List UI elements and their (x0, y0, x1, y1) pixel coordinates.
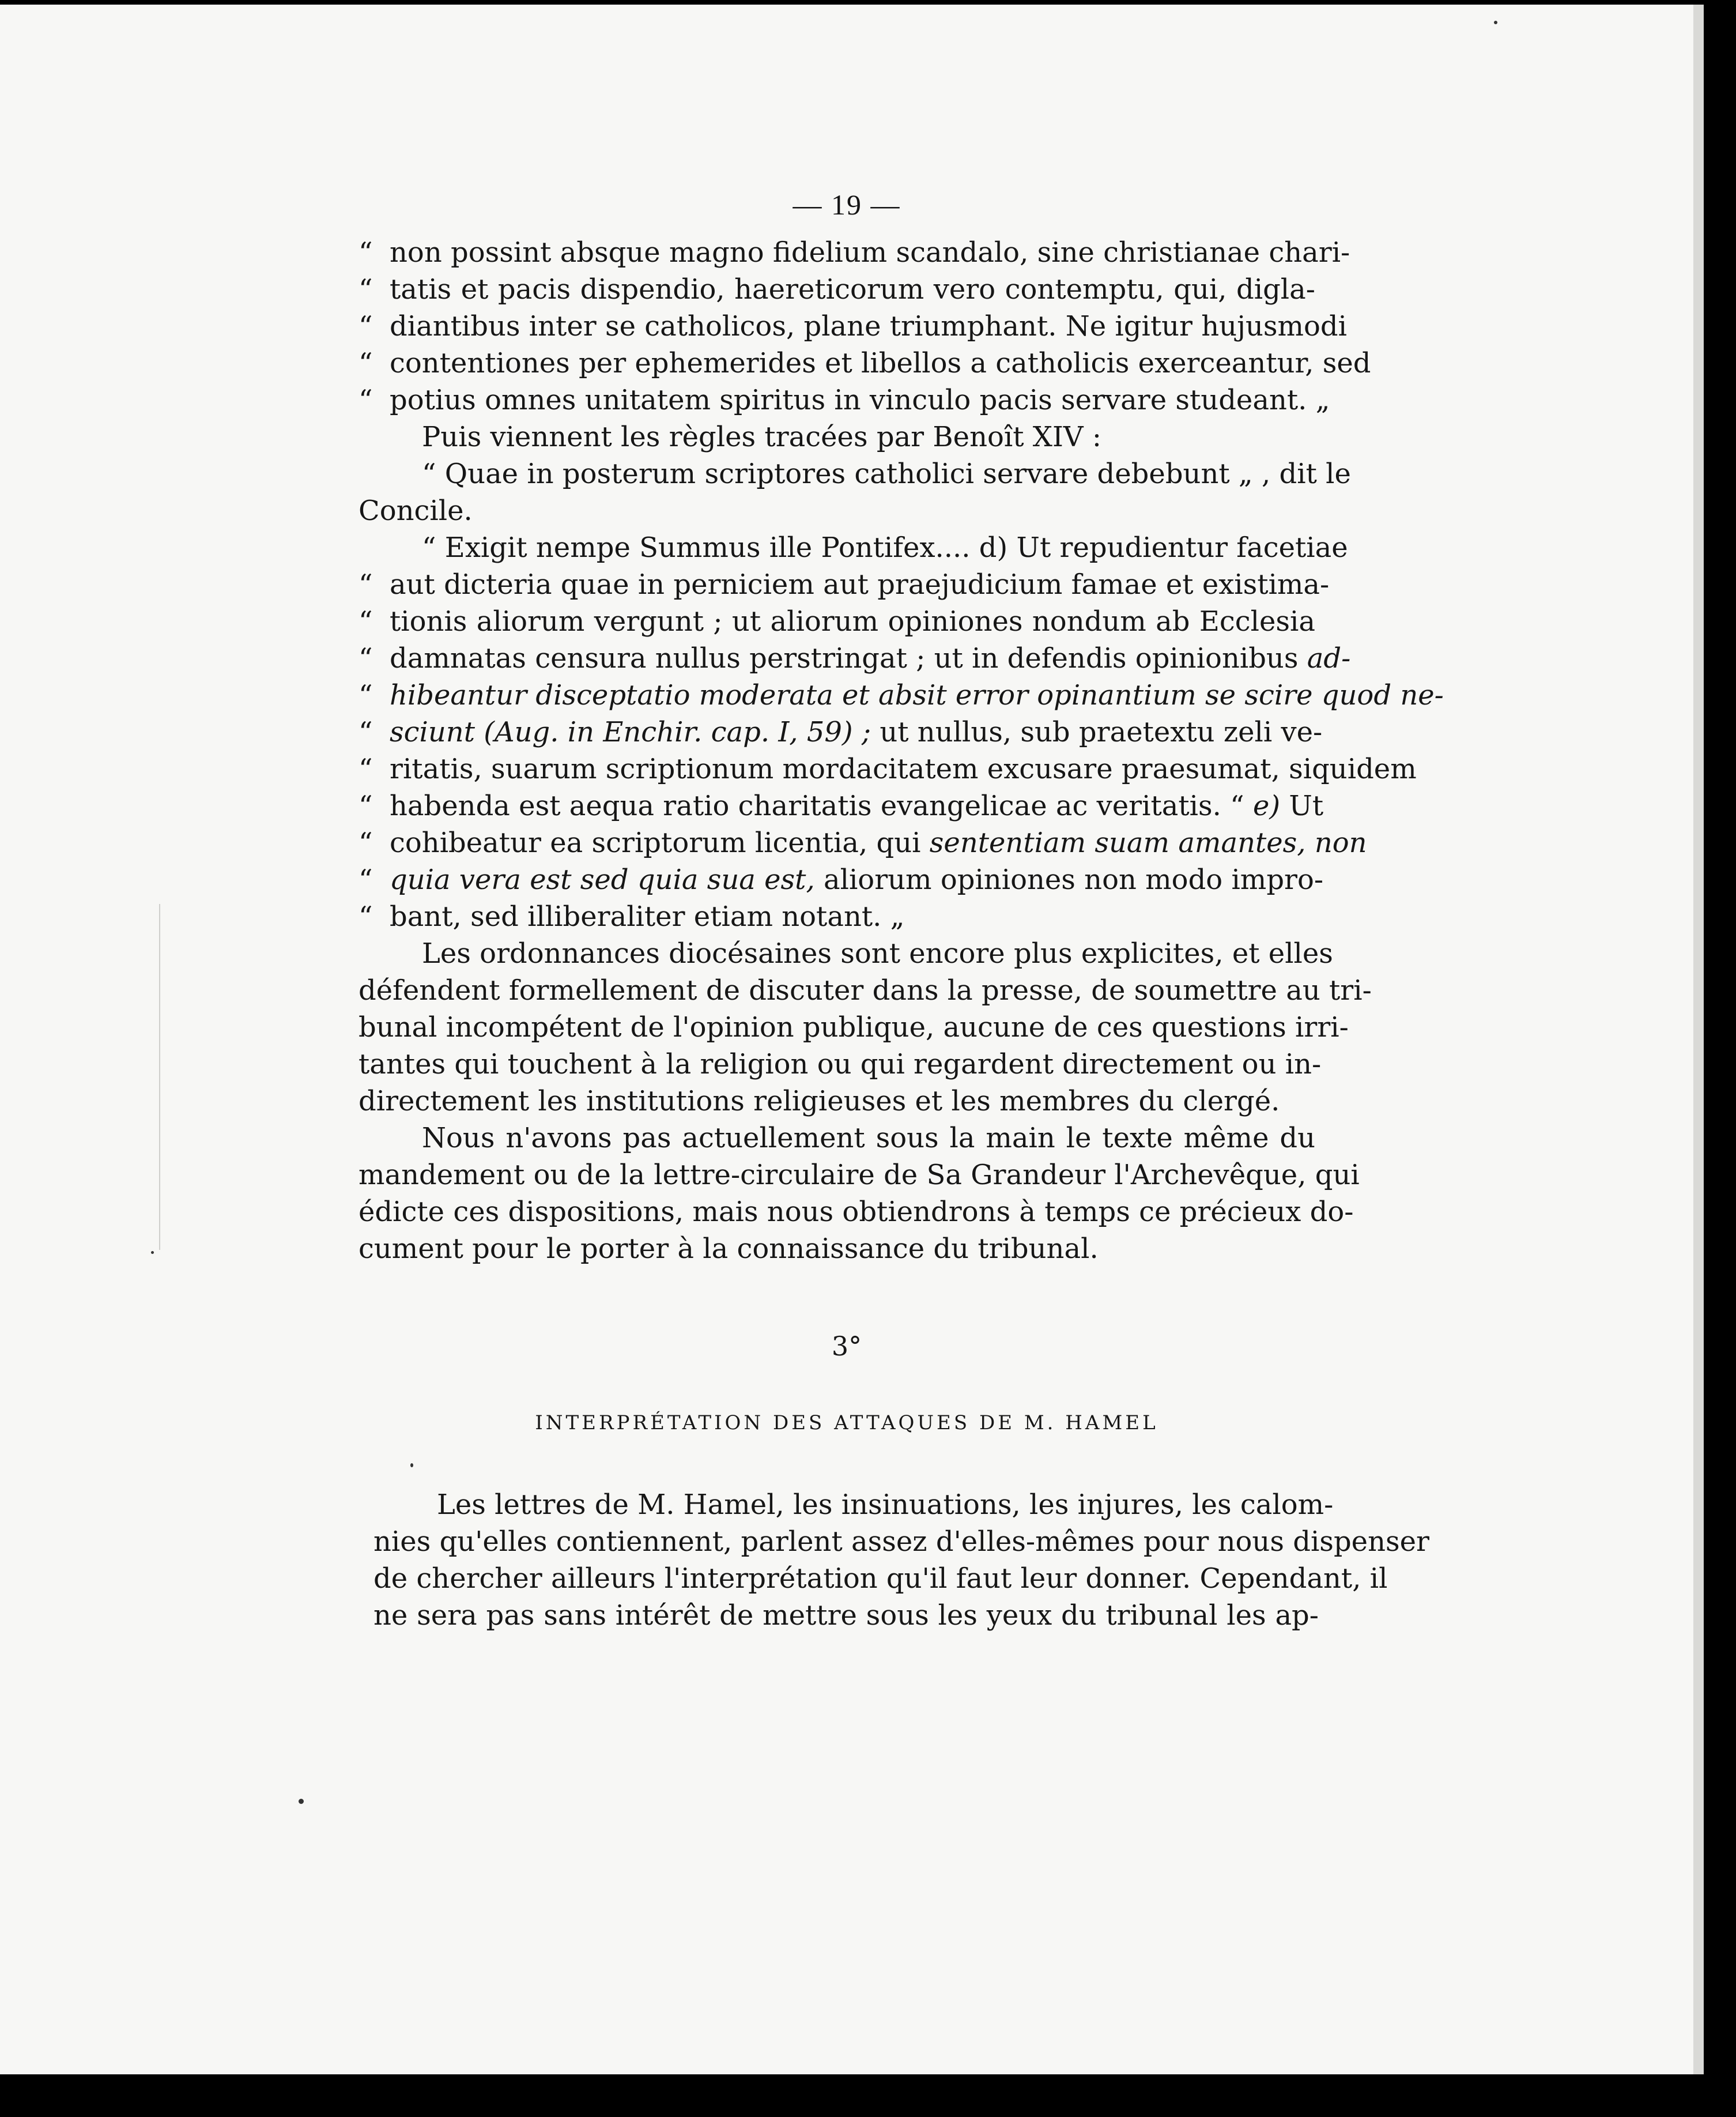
quote-line: “ habenda est aequa ratio charitatis evangelicae ac veritatis. “ e) Ut (358, 790, 1324, 822)
paragraph-line: Nous n'avons pas actuellement sous la main le texte même du (422, 1122, 1315, 1154)
latin-quote-1 (358, 234, 1444, 1267)
quote-line: “ diantibus inter se catholicos, plane triumphant. Ne igitur hujusmodi (358, 310, 1347, 342)
paragraph-line: directement les institutions religieuses et les membres du clergé. (358, 1085, 1280, 1117)
section-number: 3° (831, 1331, 862, 1362)
quote-line: “ aut dicteria quae in perniciem aut praejudicium famae et existima- (358, 568, 1330, 601)
paragraph-line: édicte ces dispositions, mais nous obtiendrons à temps ce précieux do- (358, 1196, 1354, 1228)
quote-line: “ tionis aliorum vergunt ; ut aliorum opiniones nondum ab Ecclesia (358, 605, 1315, 638)
quote-line: “ cohibeatur ea scriptorum licentia, qui sententiam suam amantes, non (358, 827, 1367, 859)
paragraph-line: Les lettres de M. Hamel, les insinuations, les injures, les calom- (437, 1489, 1334, 1521)
section-title: INTERPRÉTATION DES ATTAQUES DE M. HAMEL (535, 1411, 1158, 1434)
page-sheet (0, 5, 1693, 2074)
paragraph-line: mandement ou de la lettre-circulaire de Sa Grandeur l'Archevêque, qui (358, 1159, 1360, 1191)
paragraph-line: défendent formellement de discuter dans la presse, de soumettre au tri- (358, 974, 1372, 1007)
paragraph-line: cument pour le porter à la connaissance du tribunal. (358, 1233, 1099, 1265)
exigit-line: “ Exigit nempe Summus ille Pontifex.... d) Ut repudientur facetiae (422, 532, 1348, 564)
paragraph-line: nies qu'elles contiennent, parlent assez d'elles-mêmes pour nous dispenser (373, 1525, 1429, 1558)
margin-fold-mark (159, 904, 160, 1250)
concile-line: Concile. (358, 495, 473, 527)
page-edge-strip (1693, 5, 1704, 2074)
scan-speck (151, 1251, 154, 1254)
scan-speck (1494, 21, 1497, 24)
paragraph-line: tantes qui touchent à la religion ou qui regardent directement ou in- (358, 1048, 1322, 1080)
paragraph-line: ne sera pas sans intérêt de mettre sous les yeux du tribunal les ap- (373, 1599, 1319, 1632)
quae-line: “ Quae in posterum scriptores catholici servare debebunt „ , dit le (422, 458, 1351, 490)
quote-line: “ potius omnes unitatem spiritus in vinculo pacis servare studeant. „ (358, 384, 1330, 416)
paragraph-line: Les ordonnances diocésaines sont encore plus explicites, et elles (422, 937, 1333, 970)
quote-line: “ non possint absque magno fidelium scandalo, sine christianae chari- (358, 236, 1350, 269)
benoit-intro-line: Puis viennent les règles tracées par Benoît XIV : (422, 421, 1101, 453)
paragraph-lettres (373, 1486, 1429, 1634)
quote-line: “ damnatas censura nullus perstringat ; ut in defendis opinionibus ad- (358, 642, 1351, 675)
quote-line: “ tatis et pacis dispendio, haereticorum vero contemptu, qui, digla- (358, 273, 1315, 306)
quote-line: “ bant, sed illiberaliter etiam notant. „ (358, 901, 905, 933)
paragraph-line: de chercher ailleurs l'interprétation qu'il faut leur donner. Cependant, il (373, 1562, 1388, 1595)
quote-line: “ contentiones per ephemerides et libellos a catholicis exerceantur, sed (358, 347, 1371, 379)
paragraph-line: bunal incompétent de l'opinion publique, aucune de ces questions irri- (358, 1011, 1349, 1044)
quote-line: “ hibeantur disceptatio moderata et absit error opinantium se scire quod ne- (358, 679, 1444, 711)
quote-line: “ sciunt (Aug. in Enchir. cap. I, 59) ; ut nullus, sub praetextu zeli ve- (358, 716, 1323, 748)
quote-line: “ ritatis, suarum scriptionum mordacitatem excusare praesumat, siquidem (358, 753, 1417, 785)
scan-speck (299, 1799, 304, 1804)
scan-speck (410, 1463, 413, 1467)
page-number: — 19 — (792, 189, 901, 221)
quote-line: “ quia vera est sed quia sua est, aliorum opiniones non modo impro- (358, 864, 1324, 896)
